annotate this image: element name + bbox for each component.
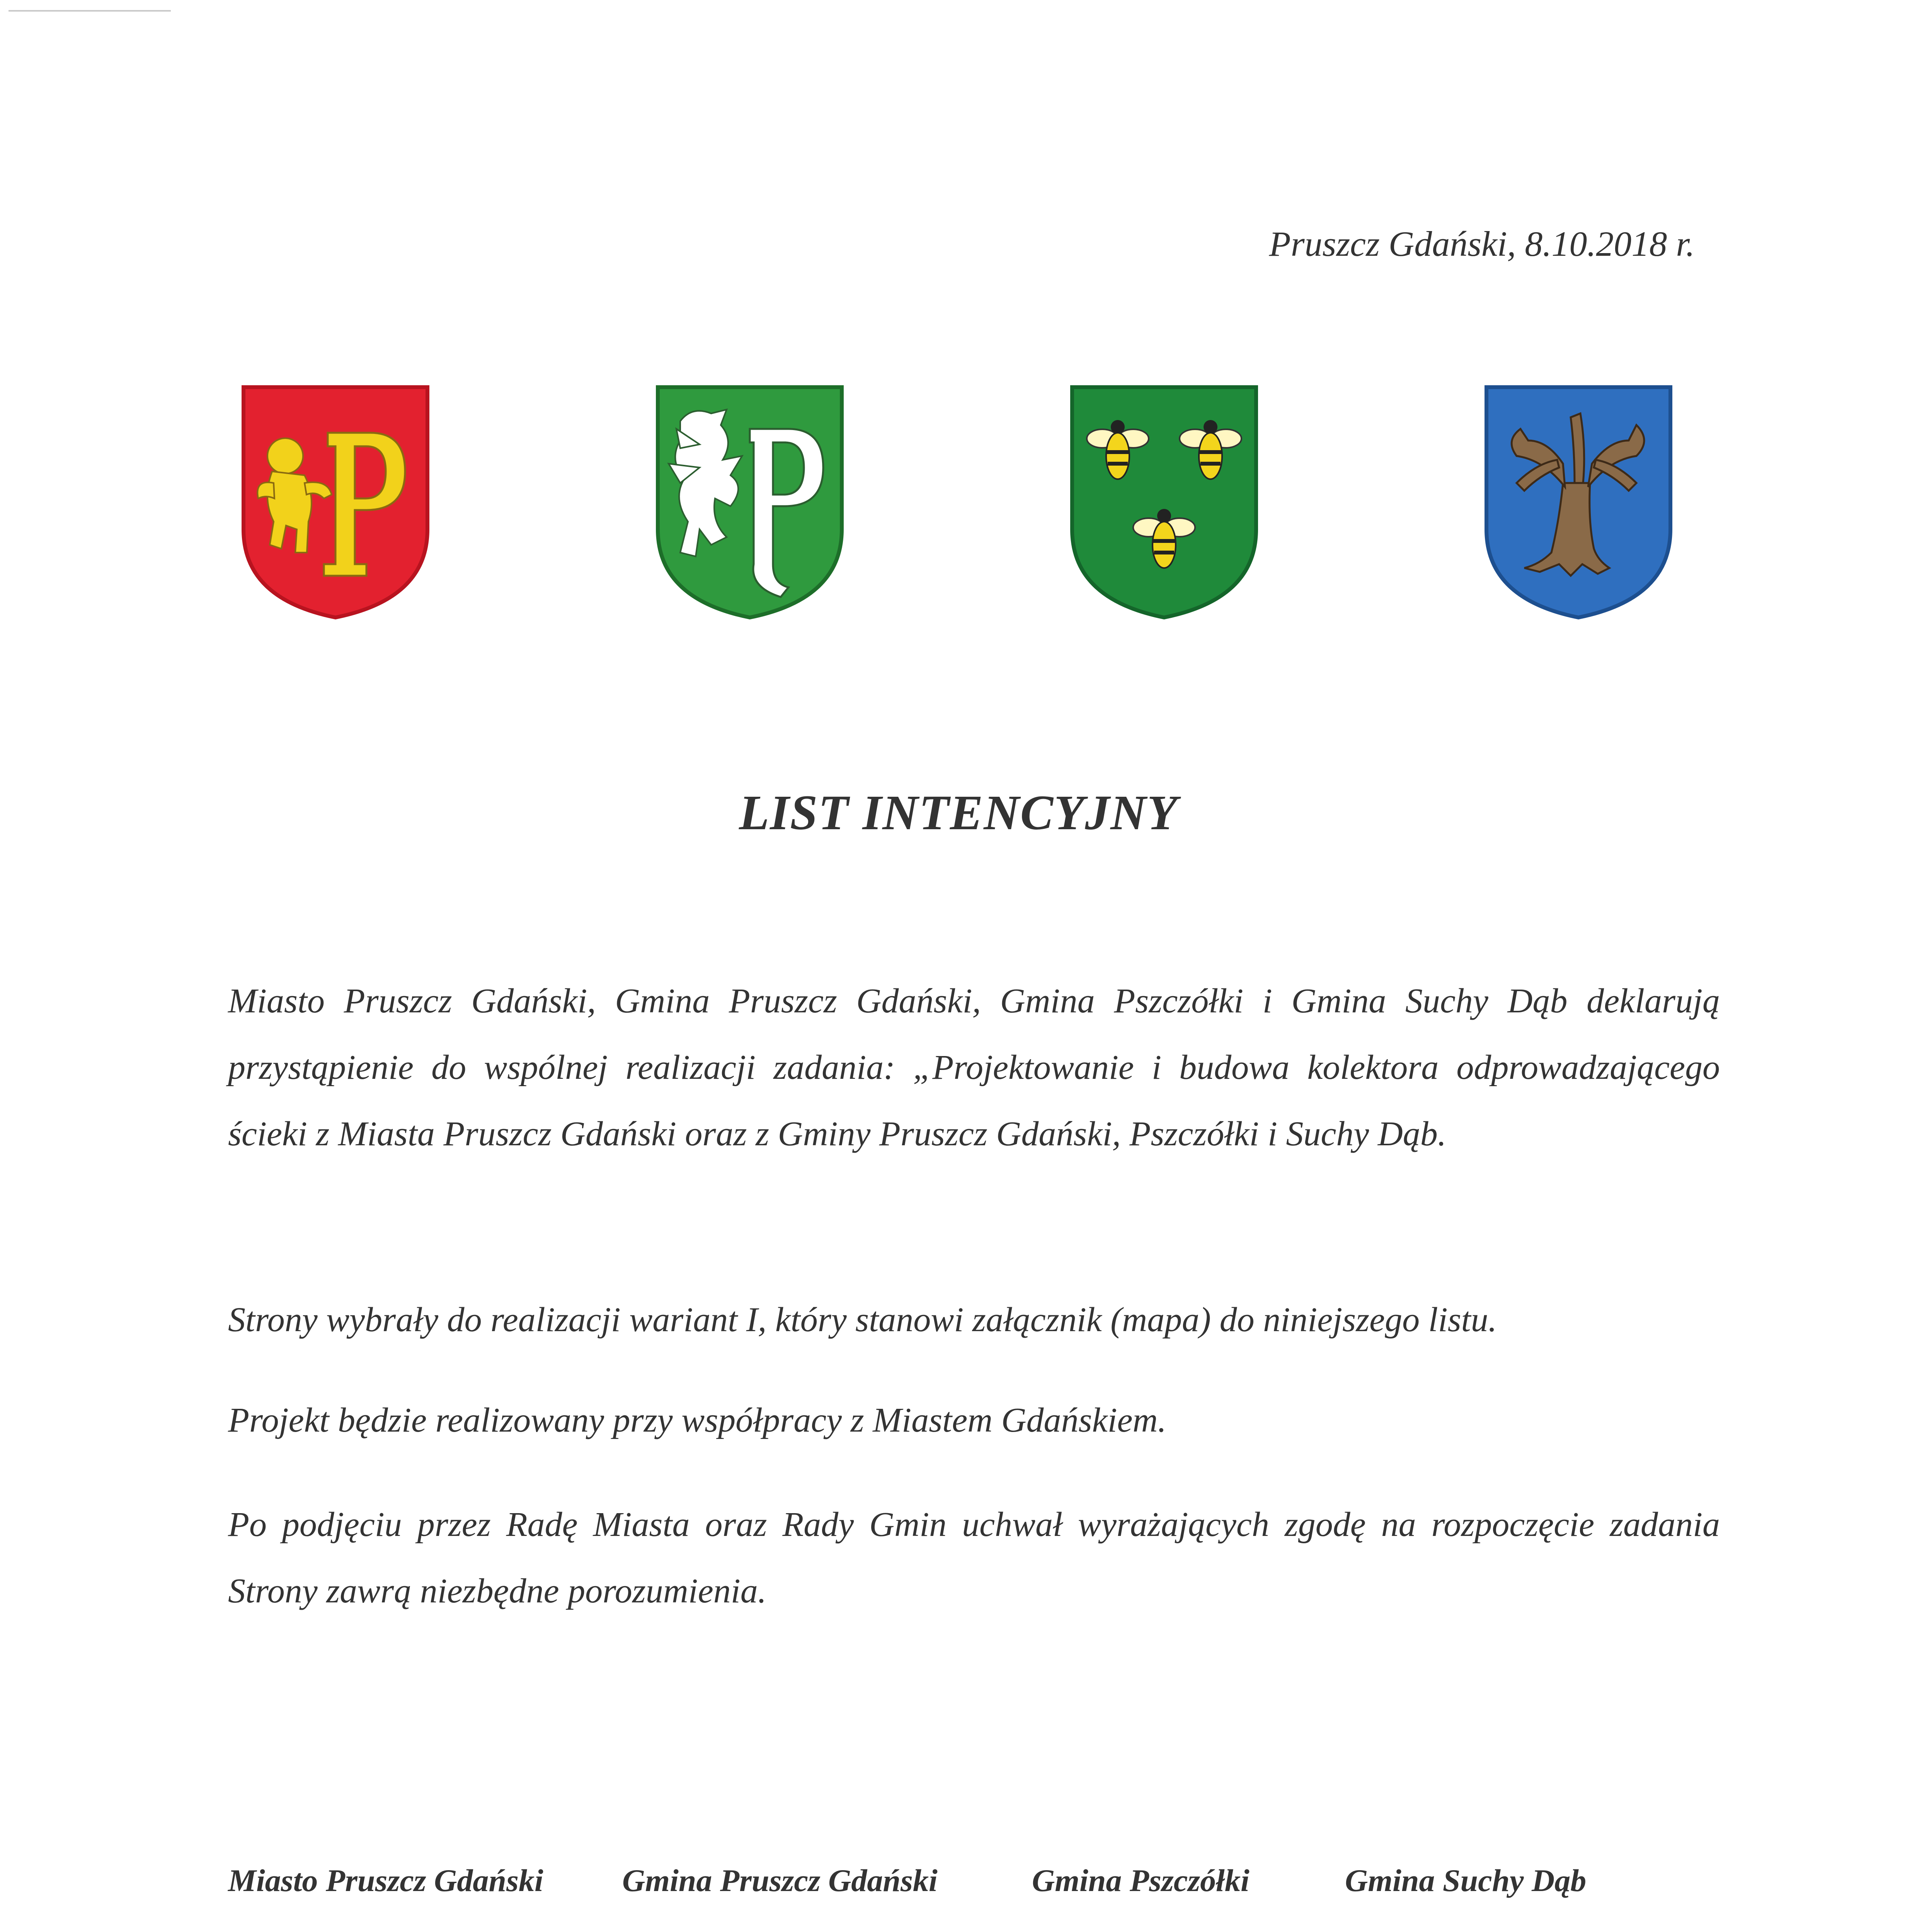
scan-edge-mark bbox=[9, 10, 171, 12]
date-place-line: Pruszcz Gdański, 8.10.2018 r. bbox=[1269, 224, 1695, 264]
signatory-label-gmina-suchy-dab: Gmina Suchy Dąb bbox=[1345, 1863, 1587, 1898]
paragraph-cooperation: Projekt będzie realizowany przy współpracy z Miastem Gdańskiem. bbox=[228, 1401, 1166, 1439]
crest-gmina-suchy-dab bbox=[1482, 383, 1675, 622]
signature-gmina-suchy-dab bbox=[1345, 1928, 1755, 1932]
signatory-label-miasto-pruszcz: Miasto Pruszcz Gdański bbox=[228, 1863, 543, 1898]
handwritten-signature-4 bbox=[1345, 1928, 1755, 1932]
crest-gmina-pszczolki bbox=[1067, 383, 1261, 622]
crest-gmina-pruszcz-gdanski bbox=[653, 383, 846, 622]
lion-and-p-crest-icon bbox=[239, 383, 432, 622]
signatories-row bbox=[228, 1862, 1735, 1909]
paragraph-agreements: Po podjęciu przez Radę Miasta oraz Rady Gmin uchwał wyrażających zgodę na rozpoczęcie zadania Strony zawrą niezbędne porozumienia. bbox=[228, 1505, 1720, 1610]
signatory-label-gmina-pszczolki: Gmina Pszczółki bbox=[1032, 1863, 1250, 1898]
paragraph-declaration: Miasto Pruszcz Gdański, Gmina Pruszcz Gdański, Gmina Pszczółki i Gmina Suchy Dąb deklarują przystąpienie do wspólnej realizacji zadania: „Projektowanie i budowa kolektora odprowadzającego ścieki z Miasta Pruszcz Gdański oraz z Gminy Pruszcz Gdański, Pszczółki i Suchy Dąb. bbox=[228, 982, 1720, 1153]
document-title: LIST INTENCYJNY bbox=[739, 785, 1178, 840]
three-bees-crest-icon bbox=[1067, 383, 1261, 622]
crest-miasto-pruszcz-gdanski bbox=[239, 383, 432, 622]
paragraph-variant: Strony wybrały do realizacji wariant I, który stanowi załącznik (mapa) do niniejszego listu. bbox=[228, 1301, 1497, 1339]
signatory-label-gmina-pruszcz: Gmina Pruszcz Gdański bbox=[622, 1863, 938, 1898]
oak-tree-crest-icon bbox=[1482, 383, 1675, 622]
griffin-and-p-crest-icon bbox=[653, 383, 846, 622]
